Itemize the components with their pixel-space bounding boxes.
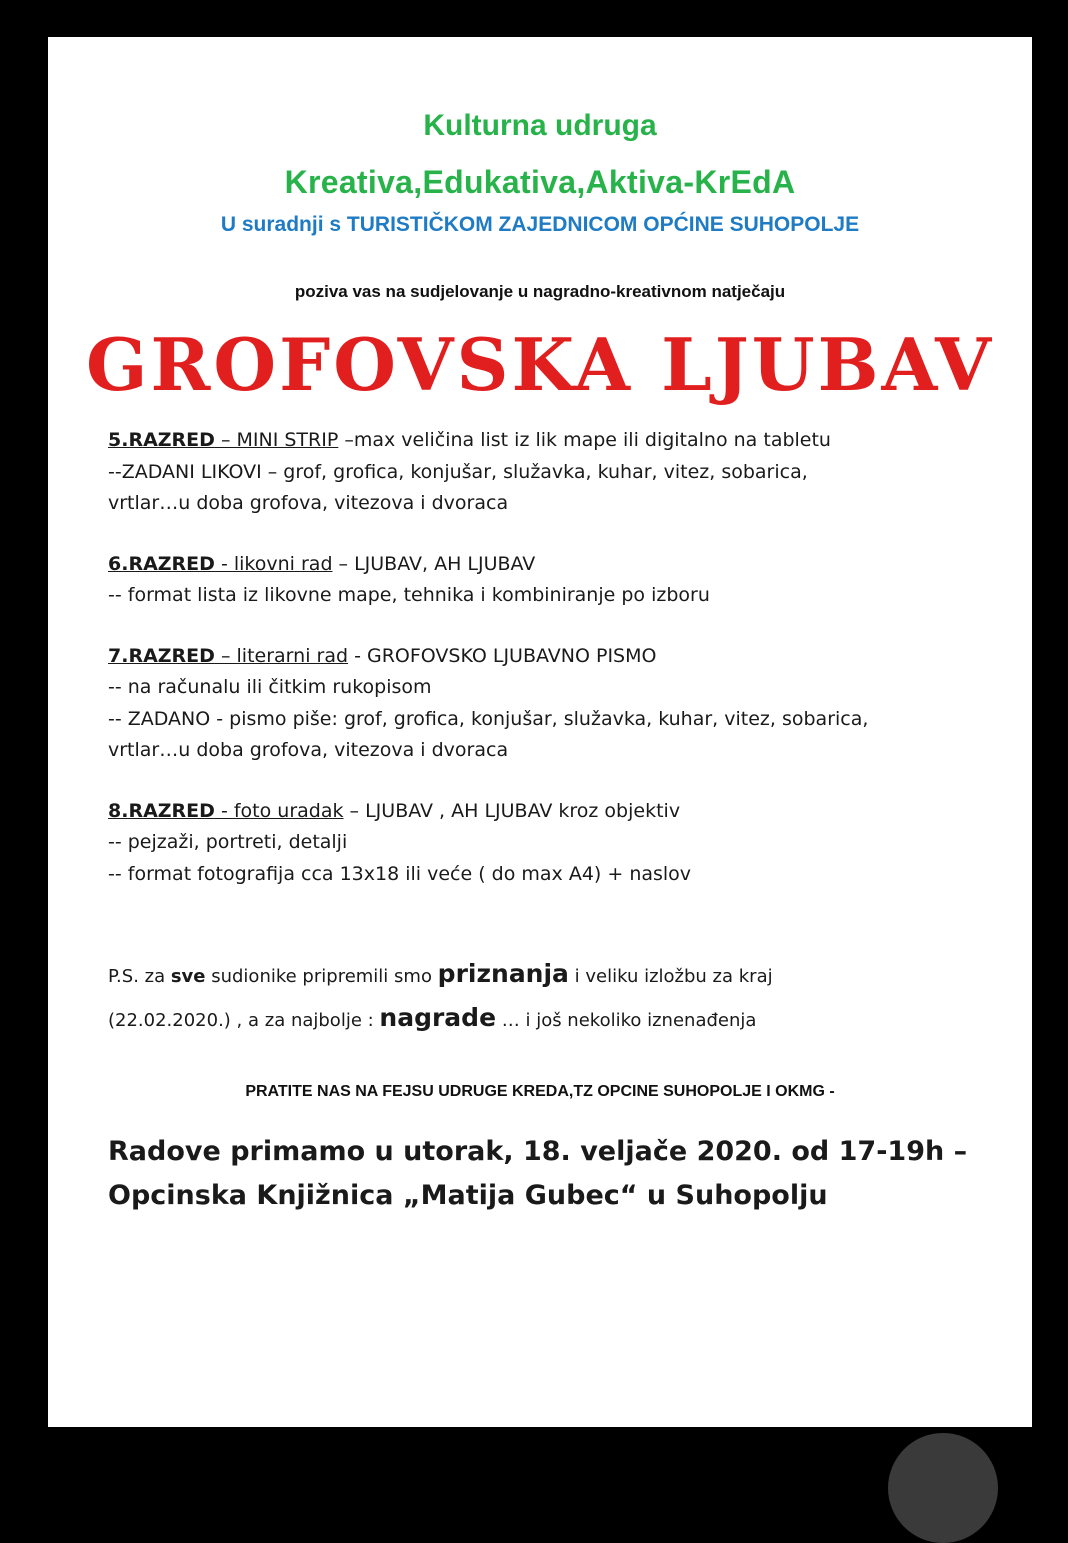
grade5-line2: --ZADANI LIKOVI – grof, grofica, konjušar, služavka, kuhar, vitez, sobarica,	[108, 460, 808, 483]
grade6-rest: – LJUBAV, AH LJUBAV	[332, 552, 536, 575]
ps-l2-c: … i još nekoliko iznenađenja	[496, 1010, 757, 1031]
ps-l1-d: priznanja	[437, 959, 569, 988]
poster-page	[48, 37, 1032, 1427]
grade6-label: 6.RAZRED	[108, 552, 215, 575]
grade7-line3: -- ZADANO - pismo piše: grof, grofica, konjušar, služavka, kuhar, vitez, sobarica,	[108, 707, 869, 730]
grade5-label: 5.RAZRED	[108, 429, 215, 451]
ps-l1-b: sve	[170, 966, 206, 987]
section-grade7	[108, 641, 1008, 767]
org-name-line2: Kreativa,Edukativa,Aktiva-KrEdA	[284, 164, 796, 200]
grade8-rest: – LJUBAV , AH LJUBAV kroz objektiv	[343, 799, 681, 822]
ps-l1-a: P.S. za	[108, 966, 171, 987]
grade8-label: 8.RAZRED	[108, 799, 215, 822]
ps-line1	[108, 952, 1008, 996]
grade7-category: – literarni rad	[214, 644, 349, 667]
submission-line2: Opcinska Knjižnica „Matija Gubec“ u Suhopolju	[108, 1180, 828, 1211]
grade5-line3: vrtlar…u doba grofova, vitezova i dvoraca	[108, 492, 509, 514]
grade5-category: – MINI STRIP	[214, 429, 339, 451]
section-grade5	[108, 425, 1008, 520]
ps-note	[108, 952, 1008, 1040]
grade8-line3: -- format fotografija cca 13x18 ili veće ( do max A4) + naslov	[108, 862, 692, 885]
corner-overlay-button[interactable]	[888, 1433, 998, 1543]
section-grade8	[108, 796, 1008, 891]
grade6-category: - likovni rad	[214, 552, 333, 575]
grade-sections	[108, 425, 1008, 919]
ps-l2-b: nagrade	[379, 1003, 497, 1032]
grade8-category: - foto uradak	[214, 799, 344, 822]
ps-l2-a: (22.02.2020.) , a za najbolje :	[108, 1010, 380, 1031]
invitation-line: poziva vas na sudjelovanje u nagradno-kreativnom natječaju	[294, 282, 786, 301]
grade7-line2: -- na računalu ili čitkim rukopisom	[108, 676, 432, 698]
section-grade6	[108, 549, 1008, 612]
ps-line2	[108, 996, 1008, 1040]
grade7-rest: - GROFOVSKO LJUBAVNO PISMO	[348, 644, 657, 667]
grade8-line2: -- pejzaži, portreti, detalji	[108, 831, 348, 853]
grade5-rest: –max veličina list iz lik mape ili digitalno na tabletu	[338, 429, 831, 451]
follow-us-line: PRATITE NAS NA FEJSU UDRUGE KREDA,TZ OPCINE SUHOPOLJE I OKMG -	[245, 1083, 835, 1100]
submission-line1: Radove primamo u utorak, 18. veljače 2020. od 17-19h –	[108, 1136, 968, 1167]
grade6-heading	[108, 549, 1008, 581]
grade5-heading	[108, 425, 1008, 457]
ps-l1-e: i veliku izložbu za kraj	[568, 966, 773, 987]
cooperation-line: U suradnji s TURISTIČKOM ZAJEDNICOM OPĆINE SUHOPOLJE	[220, 213, 860, 236]
grade8-heading	[108, 796, 1008, 828]
ps-l1-c: sudionike pripremili smo	[205, 966, 438, 987]
org-name-line1: Kulturna udruga	[423, 109, 657, 142]
grade7-label: 7.RAZRED	[108, 644, 215, 667]
grade7-heading	[108, 641, 1008, 673]
grade7-line4: vrtlar…u doba grofova, vitezova i dvoraca	[108, 739, 509, 761]
submission-info	[108, 1130, 1018, 1218]
grade6-line2: -- format lista iz likovne mape, tehnika i kombiniranje po izboru	[108, 584, 710, 606]
poster-title: GROFOVSKA LJUBAV	[86, 322, 994, 407]
